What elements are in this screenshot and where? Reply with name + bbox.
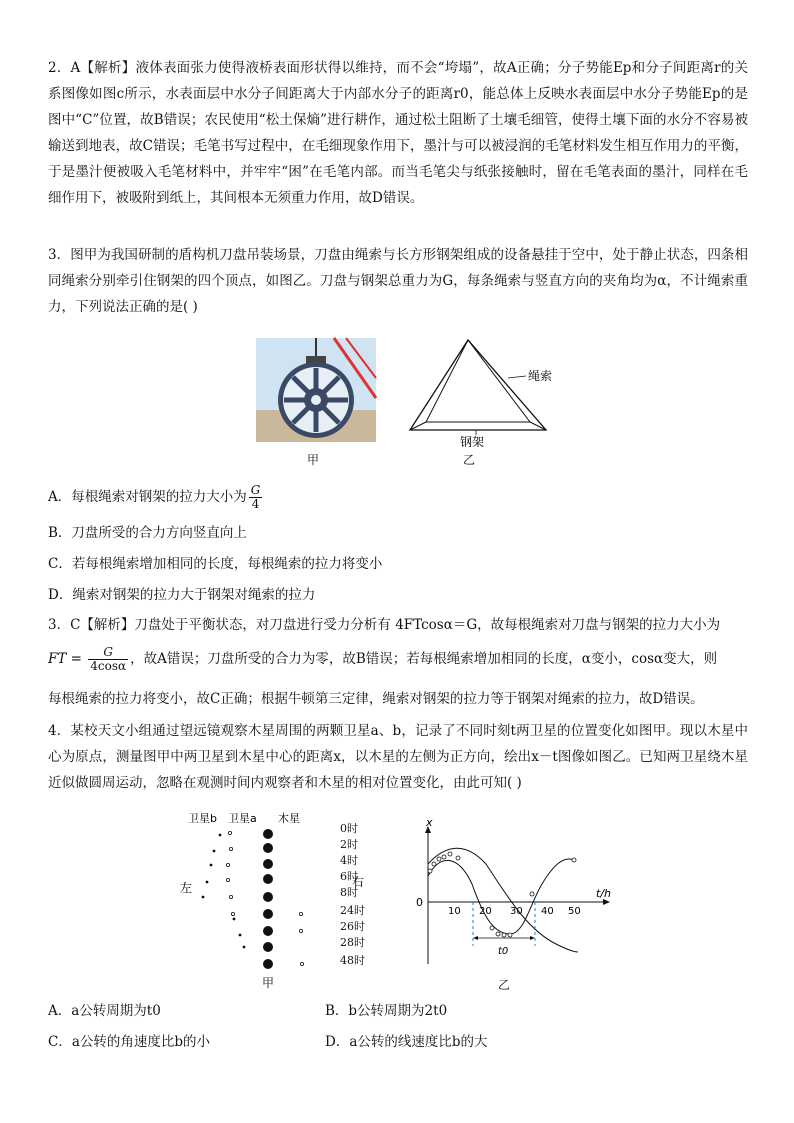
fraction-g-over-4 — [249, 484, 263, 511]
q3-analysis-line3: 每根绳索的拉力将变小，故C正确；根据牛顿第三定律，绳索对钢架的拉力等于钢架对绳索的拉力，故D错误。 — [48, 691, 704, 707]
q3-option-c: C．若每根绳索增加相同的长度，每根绳索的拉力将变小 — [48, 556, 383, 572]
figure-x-t-graph — [406, 816, 616, 974]
q4-option-d: D．a公转的线速度比b的大 — [325, 1034, 488, 1050]
curve-a — [428, 859, 574, 934]
time-label: 8时 — [340, 886, 358, 899]
figure-yi-label: 乙 — [463, 453, 476, 467]
right-label: 右 — [352, 875, 365, 889]
jupiter-label: 木星 — [278, 812, 300, 825]
q3-analysis-line2-text: ，故A错误；刀盘所受的合力为零，故B错误；若每根绳索增加相同的长度，α变小，cosα变大，则 — [130, 651, 718, 667]
q4-option-b: B．b公转周期为2t0 — [325, 1003, 448, 1019]
q2-analysis: 2．A【解析】液体表面张力使得液桥表面形状得以维持，而不会“垮塌”，故A正确；分子势能Ep和分子间距离r的关系图像如图c所示，水表面层中水分子间距离大于内部水分子的距离r0，能总体上反映水表面层中水分子势能Ep的是图中“C”位置，故B错误；农民使用“松土保熵”进行耕作，通过松土阻断了土壤毛细管，使得土壤下面的水分不容易被输送到地表，故C错误；毛笔书写过程中，在毛细现象作用下，墨汁与可以被浸润的毛笔材料发生相互作用力的平衡，于是墨汁便被吸入毛笔材料中，并牢牢“困”在毛笔内部。而当毛笔尖与纸张接触时，留在毛笔表面的墨汁，同样在毛细作用下，被吸附到纸上，其间根本无须重力作用，故D错误。 — [48, 60, 748, 206]
time-label: 26时 — [340, 920, 365, 933]
fraction-numerator: G — [250, 483, 261, 497]
data-points — [428, 852, 576, 937]
tick-label: 50 — [568, 906, 581, 917]
tick-label: 40 — [541, 906, 554, 917]
q4-option-c: C．a公转的角速度比b的小 — [48, 1034, 211, 1050]
q4-option-a: A．a公转周期为t0 — [48, 1003, 161, 1019]
rope-label: 绳索 — [528, 369, 553, 383]
fraction-g-over-4cos — [88, 646, 128, 673]
tick-label: 10 — [448, 906, 461, 917]
sat-a-label: 卫星a — [228, 812, 257, 825]
tick-label: 30 — [510, 906, 523, 917]
figure-4-jia-label: 甲 — [262, 976, 275, 990]
formula-lhs: FT = — [48, 651, 87, 667]
time-label: 6时 — [340, 870, 358, 883]
figure-4-yi-label: 乙 — [498, 978, 511, 992]
time-label: 28时 — [340, 936, 365, 949]
t0-label: t0 — [498, 946, 509, 957]
figure-jia-label: 甲 — [307, 453, 320, 467]
q3-option-a-text: A．每根绳索对钢架的拉力大小为 — [48, 489, 247, 505]
axis-t-label: t/h — [596, 887, 611, 900]
figure-rope-frame-diagram — [404, 336, 564, 448]
time-label: 0时 — [340, 822, 358, 835]
tick-label: 20 — [479, 906, 492, 917]
time-label: 4时 — [340, 854, 358, 867]
jupiter-column — [263, 829, 273, 969]
satellite-b-dots — [202, 834, 246, 949]
frame-label: 钢架 — [460, 435, 485, 449]
q3-analysis-line2 — [48, 646, 717, 673]
fraction-denominator: 4 — [251, 497, 260, 511]
formula-denominator: 4cosα — [90, 659, 127, 673]
sat-b-label: 卫星b — [188, 812, 217, 825]
time-label: 48时 — [340, 954, 365, 967]
q3-option-b: B．刀盘所受的合力方向竖直向上 — [48, 525, 247, 541]
left-label: 左 — [180, 881, 193, 895]
formula-numerator: G — [88, 646, 128, 660]
q3-stem: 3．图甲为我国研制的盾构机刀盘吊装场景，刀盘由绳索与长方形钢架组成的设备悬挂于空中，处于静止状态，四条相同绳索分别牵引住钢架的四个顶点，如图乙。刀盘与钢架总重力为G，每条绳索与竖直方向的夹角均为α，不计绳索重力，下列说法正确的是( ) — [48, 247, 748, 315]
q3-option-d: D．绳索对钢架的拉力大于钢架对绳索的拉力 — [48, 587, 316, 603]
q4-stem: 4．某校天文小组通过望远镜观察木星周围的两颗卫星a、b，记录了不同时刻t两卫星的位置变化如图甲。现以木星中心为原点，测量图甲中两卫星到木星中心的距离x，以木星的左侧为正方向，绘出x－t图像如图乙。已知两卫星绕木星近似做圆周运动，忽略在观测时间内观察者和木星的相对位置变化，由此可知( ) — [48, 723, 748, 791]
q3-option-a — [48, 484, 264, 511]
time-label: 24时 — [340, 904, 365, 917]
time-label: 2时 — [340, 838, 358, 851]
q3-analysis-line1: 3．C【解析】刀盘处于平衡状态，对刀盘进行受力分析有 4FTcosα＝G，故每根绳索对刀盘与钢架的拉力大小为 — [48, 617, 721, 633]
figure-cutterhead-photo — [256, 338, 376, 442]
axis-x-label: x — [426, 816, 433, 829]
origin-label: 0 — [416, 896, 423, 909]
tick-labels — [448, 906, 581, 917]
